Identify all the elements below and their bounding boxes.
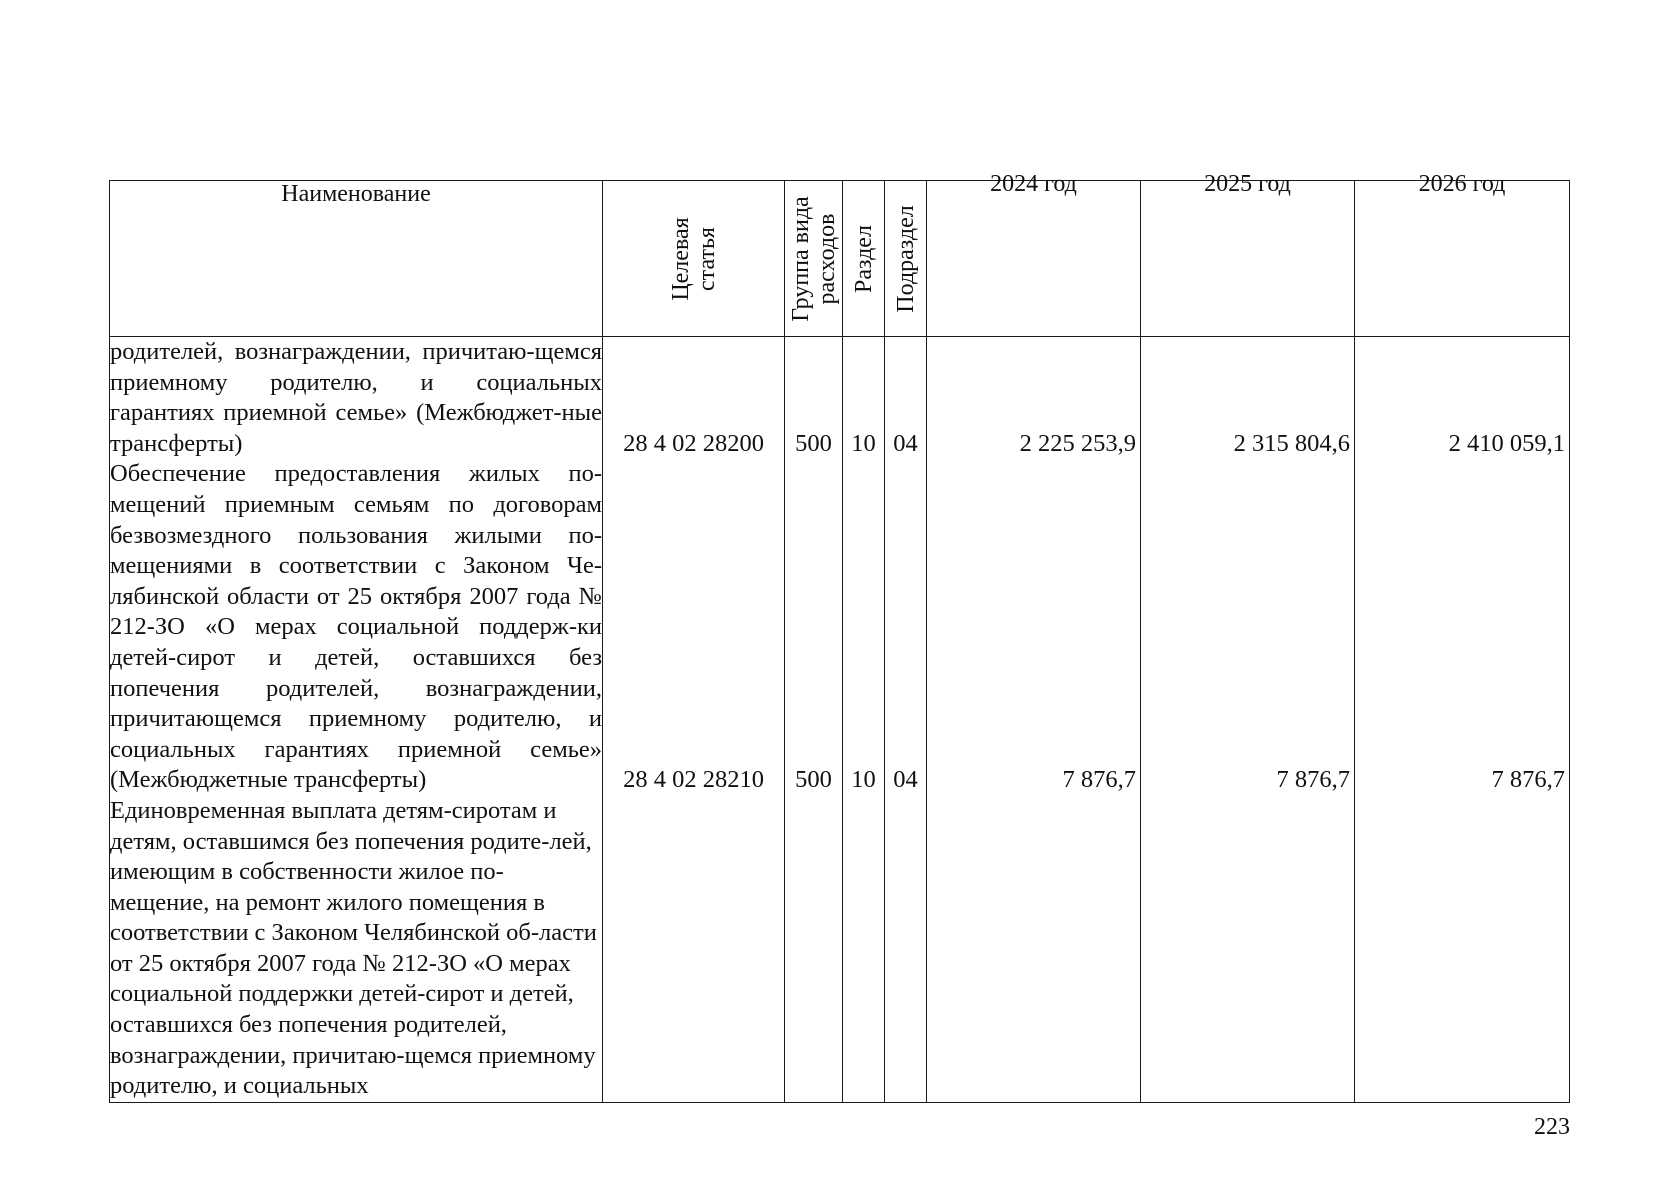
row-1-subsection: 04 [893, 430, 918, 457]
table-body-row [110, 337, 1570, 1103]
row-2-section: 10 [851, 766, 876, 793]
row-1-section: 10 [851, 430, 876, 457]
table-header-row [110, 181, 1570, 337]
header-name: Наименование [110, 181, 603, 337]
description-cell [110, 337, 603, 1103]
description-paragraph: родителей, вознаграждении, причитаю-щемся приемному родителю, и социальных гарантиях приемной семье» (Межбюджет-ные трансферты) [110, 338, 602, 457]
row-1-year-2024: 2 225 253,9 [1019, 430, 1136, 457]
row-2-year-2024: 7 876,7 [1062, 766, 1136, 793]
header-target-article: Целевая статья [603, 181, 785, 337]
row-2-year-2025: 7 876,7 [1276, 766, 1350, 793]
row-1-target-article: 28 4 02 28200 [623, 430, 764, 457]
row-2-expense-group: 500 [795, 766, 832, 793]
header-year-2026: 2026 год [1355, 181, 1570, 337]
header-subsection: Подраздел [885, 181, 927, 337]
description-paragraph: Обеспечение предоставления жилых по-мещений приемным семьям по договорам безвозмездного пользования жилыми по-мещениями в соответствии с Законом Че-лябинской области от 25 октября 2007 года № 212-ЗО «О мерах социальной поддерж-ки детей-сирот и детей, оставшихся без попечения родителей, вознаграждении, причитающемся приемному родителю, и социальных гарантиях приемной семье» (Межбюджетные трансферты) [110, 460, 602, 794]
row-1-expense-group: 500 [795, 430, 832, 457]
year-2024-cell [927, 337, 1141, 1103]
header-expense-group: Группа вида расходов [785, 181, 843, 337]
target-article-cell [603, 337, 785, 1103]
section-cell [843, 337, 885, 1103]
budget-table [109, 171, 1570, 1103]
subsection-cell [885, 337, 927, 1103]
row-1-year-2026: 2 410 059,1 [1448, 430, 1565, 457]
header-section: Раздел [843, 181, 885, 337]
header-year-2024: 2024 год [927, 181, 1141, 337]
row-2-subsection: 04 [893, 766, 918, 793]
row-2-target-article: 28 4 02 28210 [623, 766, 764, 793]
page-number: 223 [1534, 1114, 1570, 1140]
row-1-year-2025: 2 315 804,6 [1233, 430, 1350, 457]
year-2026-cell [1355, 337, 1570, 1103]
row-2-year-2026: 7 876,7 [1491, 766, 1565, 793]
header-year-2025: 2025 год [1141, 181, 1355, 337]
year-2025-cell [1141, 337, 1355, 1103]
description-paragraph: Единовременная выплата детям-сиротам и детям, оставшимся без попечения родите-лей, имеющим в собственности жилое по-мещение, на ремонт жилого помещения в соответствии с Законом Челябинской об-ласти от 25 октября 2007 года № 212-ЗО «О мерах социальной поддержки детей-сирот и детей, оставшихся без попечения родителей, вознаграждении, причитаю-щемся приемному родителю, и социальных [110, 796, 597, 1100]
expense-group-cell [785, 337, 843, 1103]
